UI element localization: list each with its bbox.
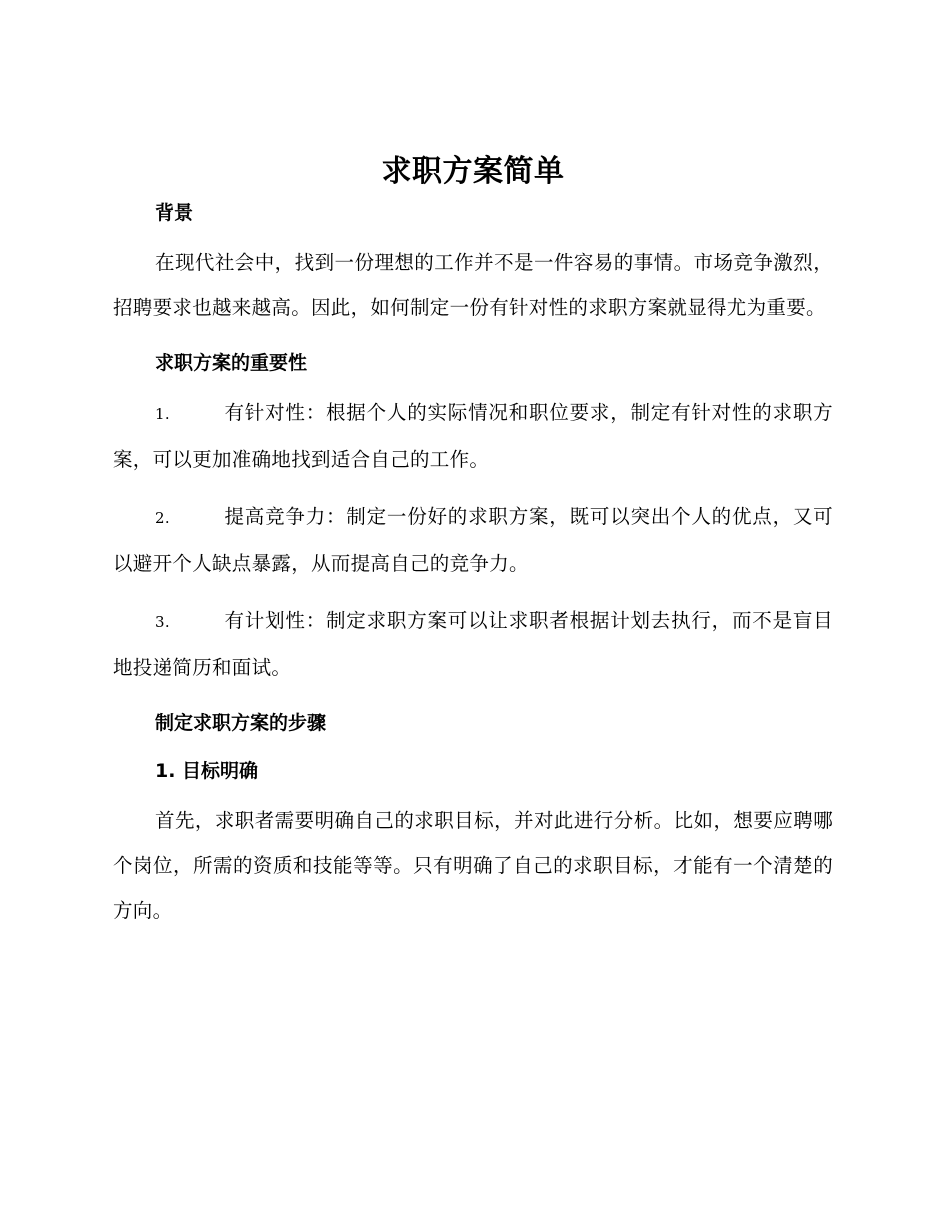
section-heading-background: 背景 xyxy=(155,202,194,224)
list-item-text: 提高竞争力：制定一份好的求职方案，既可以突出个人的优点，又可以避开个人缺点暴露，从而提高自己的竞争力。 xyxy=(113,505,833,575)
list-item-number: 3. xyxy=(155,613,170,631)
list-item-text: 有计划性：制定求职方案可以让求职者根据计划去执行，而不是盲目地投递简历和面试。 xyxy=(113,609,833,679)
section-heading-steps: 制定求职方案的步骤 xyxy=(155,712,327,734)
list-item xyxy=(113,598,833,690)
section-heading-importance: 求职方案的重要性 xyxy=(155,352,308,374)
step-subheading: 1. 目标明确 xyxy=(155,760,259,782)
list-item-number: 1. xyxy=(155,405,170,423)
document-body xyxy=(113,150,833,933)
background-paragraph: 在现代社会中，找到一份理想的工作并不是一件容易的事情。市场竞争激烈，招聘要求也越来越高。因此，如何制定一份有针对性的求职方案就显得尤为重要。 xyxy=(113,251,833,319)
document-title: 求职方案简单 xyxy=(381,154,565,189)
list-item xyxy=(113,390,833,482)
steps-paragraph: 首先，求职者需要明确自己的求职目标，并对此进行分析。比如，想要应聘哪个岗位，所需的资质和技能等等。只有明确了自己的求职目标，才能有一个清楚的方向。 xyxy=(113,809,833,922)
list-item-text: 有针对性：根据个人的实际情况和职位要求，制定有针对性的求职方案，可以更加准确地找到适合自己的工作。 xyxy=(113,401,833,471)
list-item-number: 2. xyxy=(155,509,170,527)
list-item xyxy=(113,494,833,586)
